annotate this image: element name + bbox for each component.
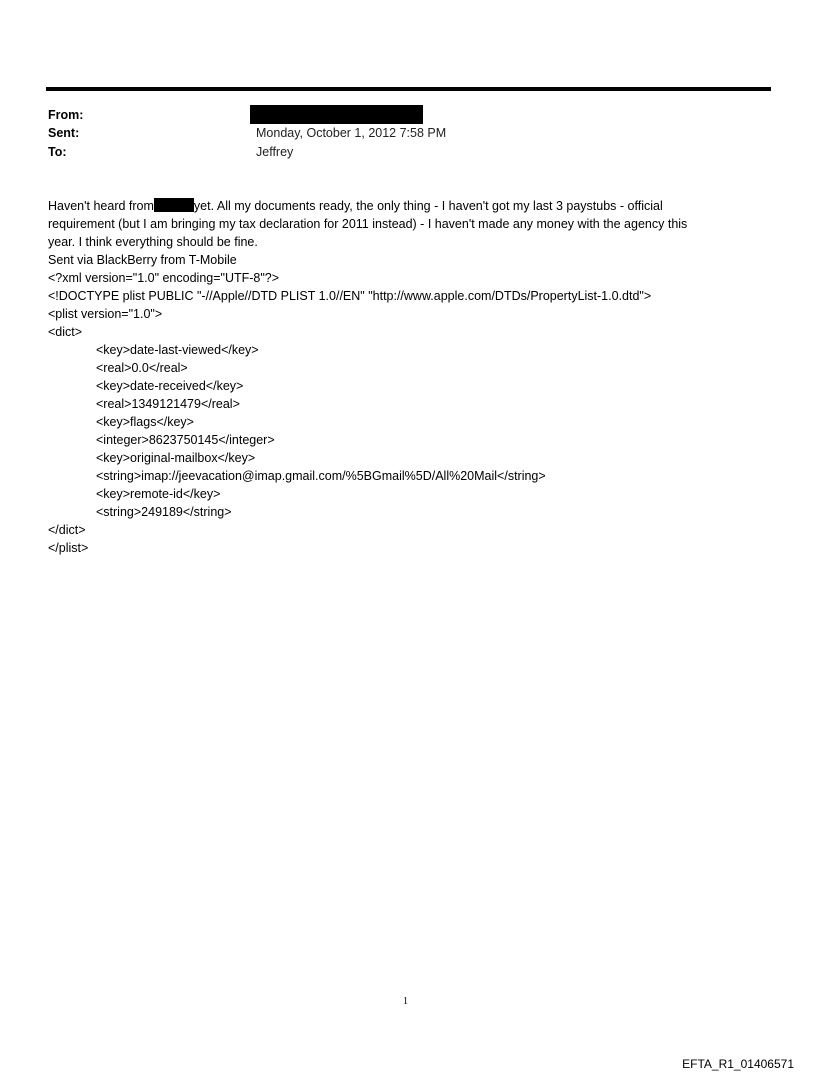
xml-line: <key>flags</key> [96,415,194,429]
xml-line: </dict> [48,523,86,537]
xml-line: <string>249189</string> [96,505,232,519]
body-line-3: year. I think everything should be fine. [48,235,258,249]
body-line-1 [48,197,768,215]
document-id: EFTA_R1_01406571 [682,1057,794,1071]
xml-line: <real>1349121479</real> [96,397,240,411]
to-label: To: [48,145,67,159]
xml-line: </plist> [48,541,89,555]
xml-line: <key>date-last-viewed</key> [96,343,259,357]
xml-line: <?xml version="1.0" encoding="UTF-8"?> [48,271,280,285]
xml-line: <string>imap://jeevacation@imap.gmail.com/%5BGmail%5D/All%20Mail</string> [96,469,546,483]
signature: Sent via BlackBerry from T-Mobile [48,253,237,267]
body-text-segment: yet. All my documents ready, the only thing - I haven't got my last 3 paystubs - official [193,199,663,213]
from-label: From: [48,108,84,122]
body-text-segment: Haven't heard from [48,199,154,213]
email-body [48,197,768,557]
to-value: Jeffrey [256,145,294,159]
xml-line: <!DOCTYPE plist PUBLIC "-//Apple//DTD PLIST 1.0//EN" "http://www.apple.com/DTDs/PropertyList-1.0.dtd"> [48,289,652,303]
xml-line: <dict> [48,325,83,339]
xml-line: <key>remote-id</key> [96,487,221,501]
page-number: 1 [403,996,408,1007]
body-line-2: requirement (but I am bringing my tax declaration for 2011 instead) - I haven't made any money with the agency this [48,217,688,231]
xml-line: <key>date-received</key> [96,379,244,393]
sent-label: Sent: [48,126,80,140]
xml-line: <real>0.0</real> [96,361,188,375]
sent-value: Monday, October 1, 2012 7:58 PM [256,126,447,140]
from-redaction [250,105,423,124]
xml-line: <key>original-mailbox</key> [96,451,256,465]
header-rule [46,87,771,91]
xml-line: <plist version="1.0"> [48,307,163,321]
xml-line: <integer>8623750145</integer> [96,433,275,447]
name-redaction [154,198,194,212]
